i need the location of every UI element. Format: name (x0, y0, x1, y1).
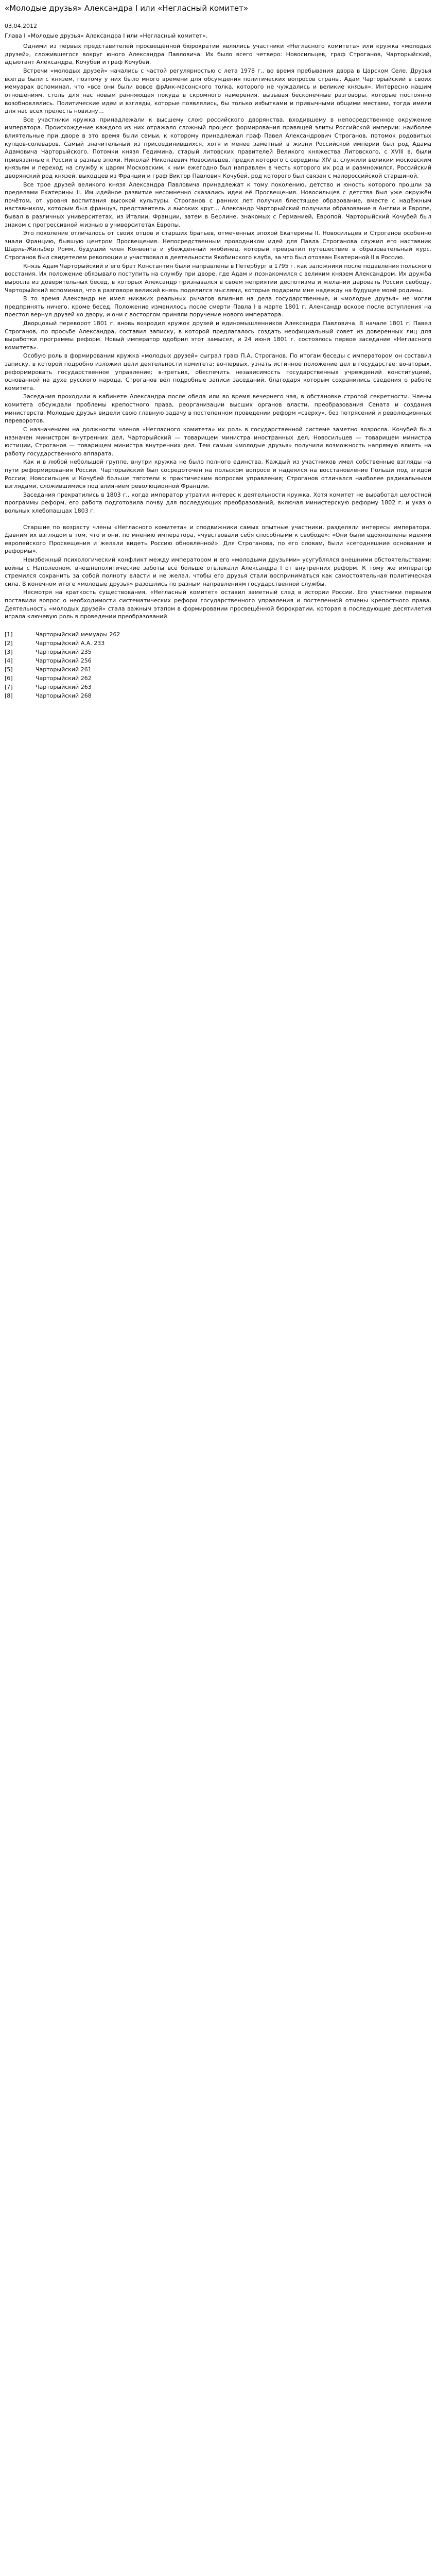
footnote-item (5, 630, 431, 639)
footnote-text: Чарторыйский 256 (36, 657, 92, 665)
footnote-text: Чарторыйский мемуары 262 (36, 631, 120, 638)
footnote-text: Чарторыйский А.А. 233 (36, 639, 105, 647)
paragraph: Заседания проходили в кабинете Александра после обеда или во время вечернего чая, в обстановке строгой секретности. Члены комитета обсуждали проблемы крепостного права, реорганизации высших органов власти, преобразования Сената и создания министерств. Молодые друзья видели свою главную задачу в постепенном проведении реформ «сверху», без потрясений и революционных переворотов. (5, 393, 431, 425)
paragraph: Все участники кружка принадлежали к высшему слою российского дворянства, входившему в непосредственное окружение императора. Происхождение каждого из них отражало сложный процесс формирования правящей элиты Российской империи: наиболее влиятельные при дворе в это время были семьи, к которому принадлежал граф Павел Александрович Строганов, потомок родовитых купцов-солеваров. Самый значительный из присоединившихся, хотя и менее заметный в жизни Российской империи был род Адама Адамовича Чарторыйского. Потомки князя Гедимина, старый литовских правителей Великого княжества Литовского, с XVIII в. были привязанные к России в разные эпохи. Николай Николаевич Новосильцев, предки которого с середины XIV в. служили великим московским князьям и переход на службу к царям Московским, к ним ежегодно был направлен в честь которого их род и размножился. Российский дворянский род князей, выходцев из Франции и граф Виктор Павлович Кочубей, род которого был связан с малороссийской старшиной. (5, 116, 431, 179)
paragraph: Все трое друзей великого князя Александра Павловича принадлежат к тому поколению, детство и юность которого прошли за пределами Екатерины II. Им идейное развитие несомненно сказались идеи её Просвещения. Новосильцев с детства был уже окружён почётом, от уровня воспитания высокой культуры. Строганов с ранних лет получил блестящее образование, вместе с надёжным наставником, которым был француз, представитель и высоких круг… Александр Чарторыйский получили образование в Англии и Европе, бывал в различных университетах, из Италии, Франции, затем в Берлине, знакомых с Германией, Европой. Чарторыйский Кочубей был знаком с прогрессивной жизнью в университетах Европы. (5, 181, 431, 228)
paragraph: Особую роль в формировании кружка «молодых друзей» сыграл граф П.А. Строганов. По итогам беседы с императором он составил записку, в которой подробно изложил цели деятельности комитета: во-первых, узнать истинное положение дел в государстве; во-вторых, реформировать государственное управление; в-третьих, обеспечить независимость государственных учреждений конституцией, основанной на духе русского народа. Строганов вёл подробные записи заседаний, благодаря которым сохранились сведения о работе комитета. (5, 352, 431, 392)
footnote-item (5, 665, 431, 674)
chapter-heading: Глава I «Молодые друзья» Александра I или «Негласный комитет». (5, 32, 208, 40)
paragraph: С назначением на должности членов «Негласного комитета» их роль в государственной системе заметно возросла. Кочубей был назначен министром внутренних дел, Чарторыйский — товарищем министра иностранных дел, Новосильцев — товарищем министра юстиции, Строганов — товарищем министра внутренних дел. Тем самым «молодые друзья» получили возможность напрямую влиять на работу государственного аппарата. (5, 426, 431, 457)
footnote-item (5, 648, 431, 656)
footnote-number[interactable]: [7] (5, 684, 13, 691)
paragraph: В то время Александр не имел никаких реальных рычагов влияния на дела государственные, и «молодые друзья» не могли предпринять ничего, кроме бесед. Положение изменилось после смерти Павла I в марте 1801 г. Александр вскоре после вступления на престол вернул друзей ко двору, и они с восторгом приняли поручение нового императора. (5, 295, 431, 318)
section-gap (5, 515, 431, 523)
footnote-number[interactable]: [5] (5, 666, 13, 673)
footnote-text: Чарторыйский 261 (36, 666, 92, 673)
paragraph: Неизбежный психологический конфликт между императором и его «молодыми друзьями» усугублялся внешними обстоятельствами: войны с Наполеоном, внешнеполитические заботы всё больше отвлекали Александра I от внутренних реформ. К тому же император стремился сохранить за собой полноту власти и не желал, чтобы его друзья стали восприниматься как самостоятельная политическая сила. В конечном итоге «молодые друзья» разошлись по разным направлениям государственной службы. (5, 556, 431, 587)
footnote-number[interactable]: [2] (5, 639, 13, 647)
paragraph: Заседания прекратились в 1803 г., когда император утратил интерес к деятельности кружка. Хотя комитет не выработал целостной программы реформ, его работа подготовила почву для последующих преобразований, включая министерскую реформу 1802 г. и указ о вольных хлебопашцах 1803 г. (5, 491, 431, 514)
paragraph: Несмотря на краткость существования, «Негласный комитет» оставил заметный след в истории России. Его участники первыми поставили вопрос о необходимости систематических реформ государственного управления и постепенной отмены крепостного права. Деятельность «молодых друзей» стала важным этапом в формировании просвещённой бюрократии, которая в последующие десятилетия играла ключевую роль в проведении преобразований. (5, 589, 431, 620)
paragraph: Как и в любой небольшой группе, внутри кружка не было полного единства. Каждый из участников имел собственные взгляды на пути реформирования России. Чарторыйский был сосредоточен на польском вопросе и надеялся на восстановление Польши под эгидой России; Новосильцев и Кочубей больше тяготели к практическим вопросам управления; Строганов отличался наиболее радикальными взглядами, сложившимися под влиянием революционной Франции. (5, 459, 431, 490)
footnote-number[interactable]: [3] (5, 649, 13, 655)
article-body-continued (5, 523, 431, 621)
article (0, 0, 436, 713)
paragraph: Одними из первых представителей просвещённой бюрократии являлись участники «Негласного комитета» или кружка «молодых друзей», сложившегося вокруг юного Александра Павловича. Их было всего четверо: Новосильцев, граф Строганов, Чарторыйский, адъютант Александра, Кочубей и граф Кочубей. (5, 43, 431, 66)
footnote-text: Чарторыйский 235 (36, 649, 92, 655)
footnote-item (5, 656, 431, 665)
footnote-item (5, 674, 431, 683)
paragraph: Дворцовый переворот 1801 г. вновь возродил кружок друзей и единомышленников Александра Павловича. В начале 1801 г. Павел Строганов, по просьбе Александра, составил записку, в которой предлагалось создать неофициальный совет из доверенных лиц для выработки программы реформ. Новый император одобрил этот замысел, и 24 июня 1801 г. состоялось первое заседание «Негласного комитета». (5, 319, 431, 351)
footnote-number[interactable]: [4] (5, 657, 13, 665)
footnote-text: Чарторыйский 268 (36, 692, 92, 700)
publish-date: 03.04.2012 (5, 23, 37, 30)
footnote-item (5, 691, 431, 700)
footnote-item (5, 639, 431, 648)
footnotes (5, 630, 431, 700)
footnote-number[interactable]: [8] (5, 692, 13, 700)
paragraph: Князь Адам Чарторыйский и его брат Константин были направлены в Петербург в 1795 г. как заложники после подавления польского восстания. Их положение обязывало поступить на службу при дворе, где Адам и познакомился с великим князем Александром. Их дружба выросла из доверительных бесед, в которых Александр признавался в своём неприятии деспотизма и желании даровать России свободу. Чарторыйский вспоминал, что в разговоре великий князь поделился мыслями, которые подарили мне надежду на будущее моей родины. (5, 262, 431, 294)
article-title: «Молодые друзья» Александра I или «Негласный комитет» (5, 4, 249, 13)
paragraph: Встречи «молодых друзей» начались с частой регулярностью с лета 1978 г., во время пребывания двора в Царском Селе. Друзья всегда были с князем, поэтому у них было много времени для обсуждения политических вопросов страны. Адам Чарторыйский в своих мемуарах вспоминал, что «все они были вовсе фрАнк-масонского толка, которого не чуждались и великие князья». Интересно нашим отношениям, столь для нас новым ранняющая покуда в скромного намерения, вызывая бесконечные разговоры, которые постоянно возобновлялись. Политические идеи и взгляды, которые появлялись, бы только избытками и привычными общими местами, тогда имели для нас всех прелесть новизну… (5, 67, 431, 115)
footnote-text: Чарторыйский 263 (36, 684, 92, 691)
paragraph: Старшие по возрасту члены «Негласного комитета» и сподвижники самых опытные участники, разделяли интересы императора. Давним их взглядом в том, что и они, по мнению императора, «чувствовали себя способными к свободе»: «Они были вдохновлены идеями европейского Просвещения и желали видеть Россию обновлённой». Для Строганова, по его словам, были «сегодняшние основания и реформы». (5, 523, 431, 555)
footnote-number[interactable]: [1] (5, 631, 13, 638)
article-body (5, 42, 431, 515)
footnote-text: Чарторыйский 262 (36, 675, 92, 682)
footnote-item (5, 683, 431, 691)
paragraph: Это поколение отличалось от своих отцов и старших братьев, отмеченных эпохой Екатерины II. Новосильцев и Строганов особенно знали Францию, бывшую центром Просвещения. Непосредственным проводником идей для Павла Строганова служил его наставник Шарль-Жильбер Ромм, будущий член Конвента и убеждённый якобинец, который превратил путешествие в образовательный курс. Строганов был свидетелем революции и участвовал в деятельности Якобинского клуба, за что был отозван Екатериной II в Россию. (5, 230, 431, 261)
footnote-number[interactable]: [6] (5, 675, 13, 682)
